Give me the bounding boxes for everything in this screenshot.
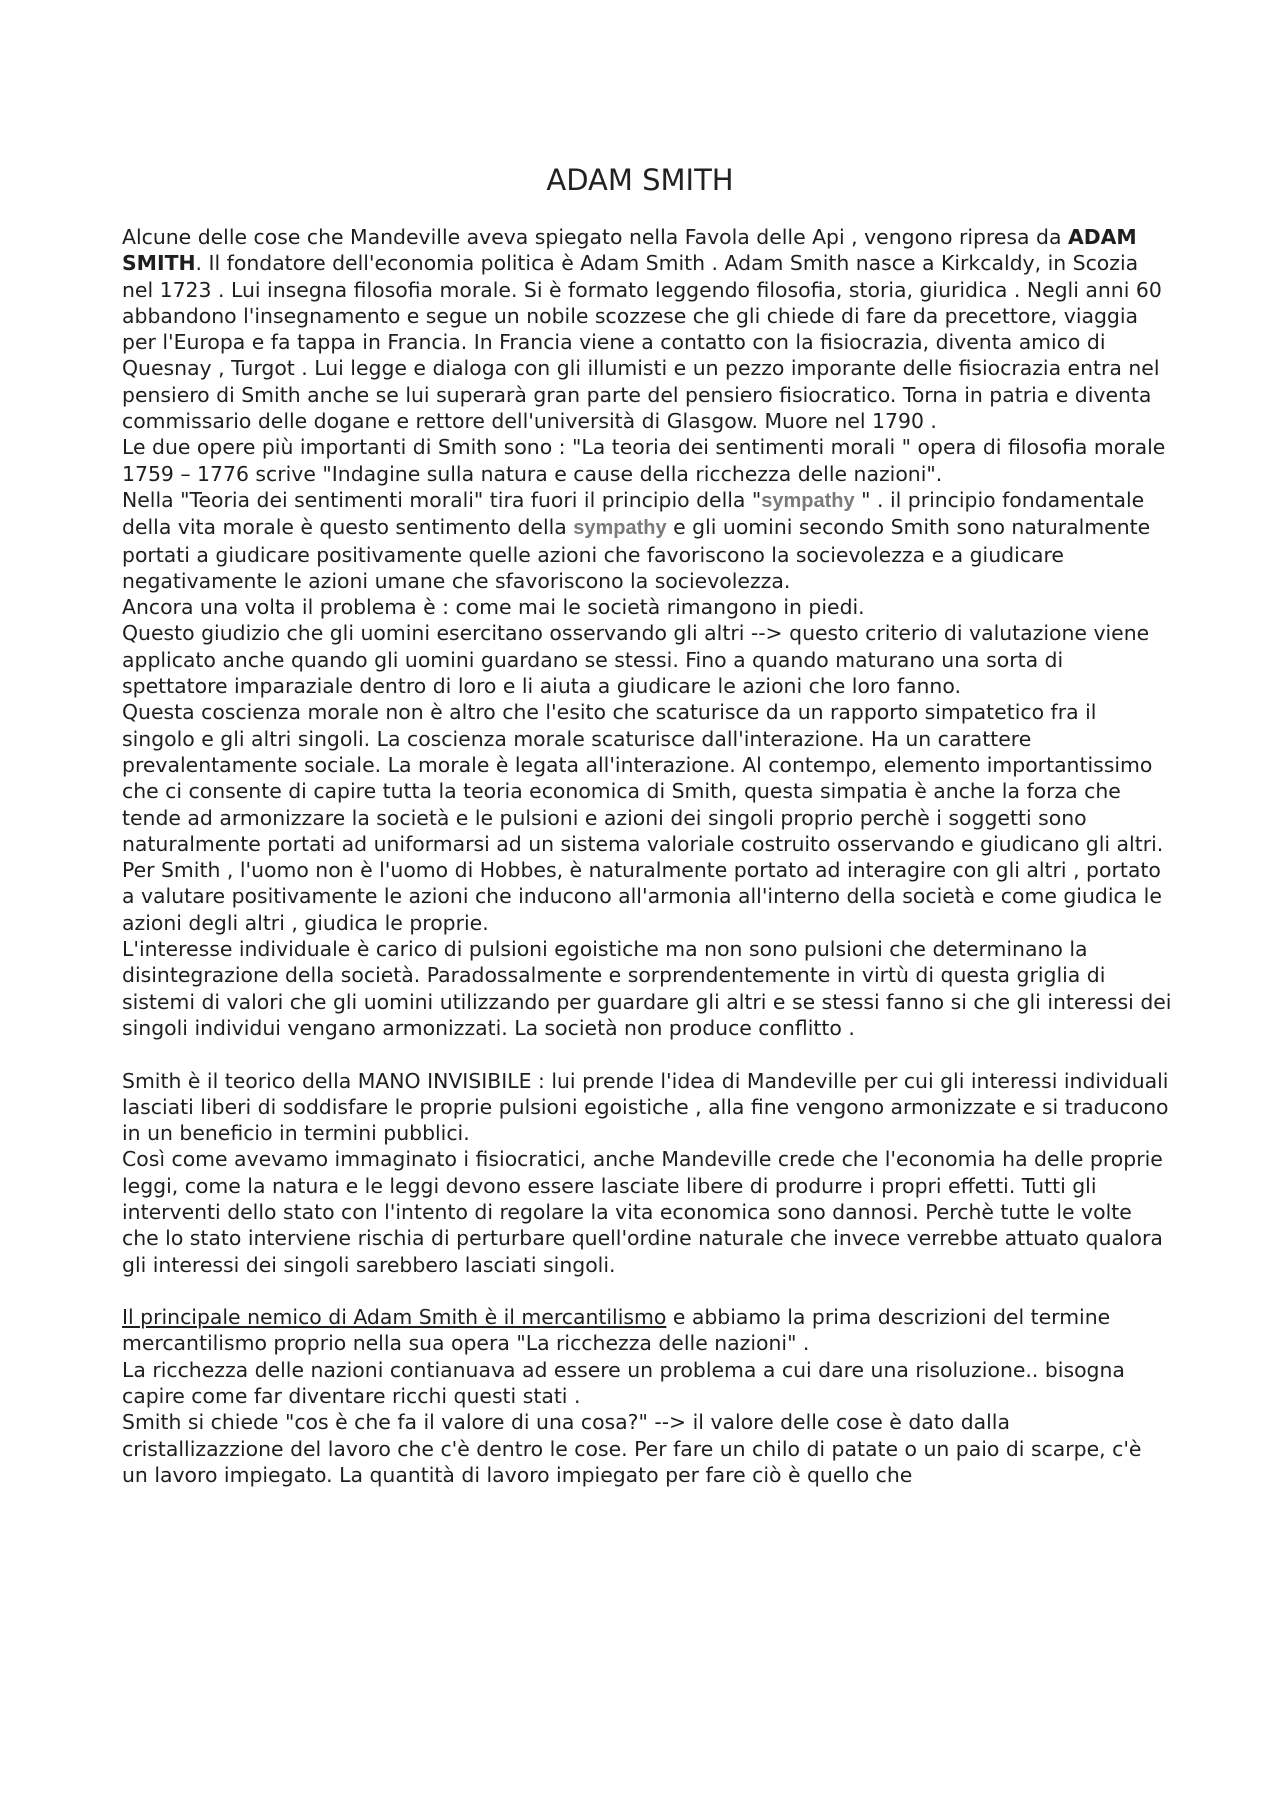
text-run: e abbiamo la prima descrizioni del termine mercantilismo proprio nella sua opera "La ricchezza delle nazioni" . [122, 1305, 1111, 1356]
paragraph-conscience: Questa coscienza morale non è altro che l'esito che scaturisce da un rapporto simpatetico fra il singolo e gli altri singoli. La coscienza morale scaturisce dall'interazione. Ha un carattere prevalentamente sociale. La morale è legata all'interazione. Al contempo, elemento importantissimo che ci consente di capire tutta la teoria economica di Smith, questa simpatia è anche la forza che tende ad armonizzare la società e le pulsioni e azioni dei singoli proprio perchè i soggetti sono naturalmente portati ad uniformarsi ad un sistema valoriale costruito osservando e giudicano gli altri. Per Smith , l'uomo non è l'uomo di Hobbes, è naturalmente portato ad interagire con gli altri , portato a valutare positivamente le azioni che inducono all'armonia all'interno della società e come giudica le azioni degli altri , giudica le proprie. [122, 700, 1164, 935]
paragraph-works: Le due opere più importanti di Smith sono : "La teoria dei sentimenti morali " opera di filosofia morale 1759 – 1776 scrive "Indagine sulla natura e cause della ricchezza delle nazioni". [122, 435, 1166, 486]
paragraph-judgement: Questo giudizio che gli uomini esercitano osservando gli altri --> questo criterio di valutazione viene applicato anche quando gli uomini guardano se stessi. Fino a quando maturano una sorta di spettatore imparaziale dentro di loro e li aiuta a giudicare le azioni che loro fanno. [122, 621, 1150, 699]
text-run: . Il fondatore dell'economia politica è Adam Smith . Adam Smith nasce a Kirkcaldy, in Scozia nel 1723 . Lui insegna filosofia morale. Si è formato leggendo filosofia, storia, giuridica . Negli anni 60 abbandono l'insegnamento e segue un nobile scozzese che gli chiede di fare da precettore, viaggia per l'Europa e fa tappa in Francia. In Francia viene a contatto con la fisiocrazia, diventa amico di Quesnay , Turgot . Lui legge e dialoga con gli illumisti e un pezzo imporante delle fisiocrazia entra nel pensiero di Smith anche se lui superarà gran parte del pensiero fisiocratico. Torna in patria e diventa commissario delle dogane e rettore dell'università di Glasgow. Muore nel 1790 . [122, 251, 1162, 434]
text-run: Alcune delle cose che Mandeville aveva spiegato nella Favola delle Api , vengono ripresa da [122, 225, 1068, 249]
text-run: e gli uomini secondo Smith sono naturalmente portati a giudicare positivamente quelle azioni che favoriscono la socievolezza e a giudicare negativamente le azioni umane che sfavoriscono la socievolezza. [122, 515, 1151, 593]
paragraph-mercantilism [122, 1304, 1172, 1357]
page-title: ADAM SMITH [546, 163, 734, 197]
paragraph-value: Smith si chiede "cos è che fa il valore di una cosa?" --> il valore delle cose è dato dalla cristallizazzione del lavoro che c'è dentro le cose. Per fare un chilo di patate o un paio di scarpe, c'è un lavoro impiegato. La quantità di lavoro impiegato per fare ciò è quello che [122, 1410, 1142, 1487]
paragraph-sympathy [122, 487, 1172, 594]
document-body [122, 224, 1172, 1488]
sympathy-term: sympathy [573, 517, 667, 540]
paragraph-wealth: La ricchezza delle nazioni contianuava ad essere un problema a cui dare una risoluzione.. bisogna capire come far diventare ricchi questi stati . [122, 1357, 1125, 1409]
paragraph-problem: Ancora una volta il problema è : come mai le società rimangono in piedi. [122, 595, 865, 620]
text-run: " . il principio fondamentale della vita morale è questo sentimento della [122, 487, 1145, 540]
paragraph-intro [122, 224, 1172, 434]
bold-name: ADAM SMITH [122, 225, 1137, 276]
paragraph-interest: L'interesse individuale è carico di pulsioni egoistiche ma non sono pulsioni che determinano la disintegrazione della società. Paradossalmente e sorprendentemente in virtù di questa griglia di sistemi di valori che gli uomini utilizzando per guardare gli altri e se stessi fanno si che gli interessi dei singoli individui vengano armonizzati. La società non produce conflitto . [122, 937, 1172, 1040]
underlined-heading: Il principale nemico di Adam Smith è il mercantilismo [122, 1305, 667, 1330]
blank-line [122, 1041, 1172, 1067]
paragraph-laws: Così come avevamo immaginato i fisiocratici, anche Mandeville crede che l'economia ha delle proprie leggi, come la natura e le leggi devono essere lasciate libere di produrre i propri effetti. Tutti gli interventi dello stato con l'intento di regolare la vita economica sono dannosi. Perchè tutte le volte che lo stato interviene rischia di perturbare quell'ordine naturale che invece verrebbe attuato qualora gli interessi dei singoli sarebbero lasciati singoli. [122, 1147, 1163, 1277]
text-run: Nella "Teoria dei sentimenti morali" tira fuori il principio della " [122, 487, 762, 512]
paragraph-invisible-hand: Smith è il teorico della MANO INVISIBILE : lui prende l'idea di Mandeville per cui gli interessi individuali lasciati liberi di soddisfare le proprie pulsioni egoistiche , alla fine vengono armonizzate e si traducono in un beneficio in termini pubblici. [122, 1068, 1169, 1146]
sympathy-term: sympathy [761, 489, 855, 512]
blank-line [122, 1278, 1172, 1304]
